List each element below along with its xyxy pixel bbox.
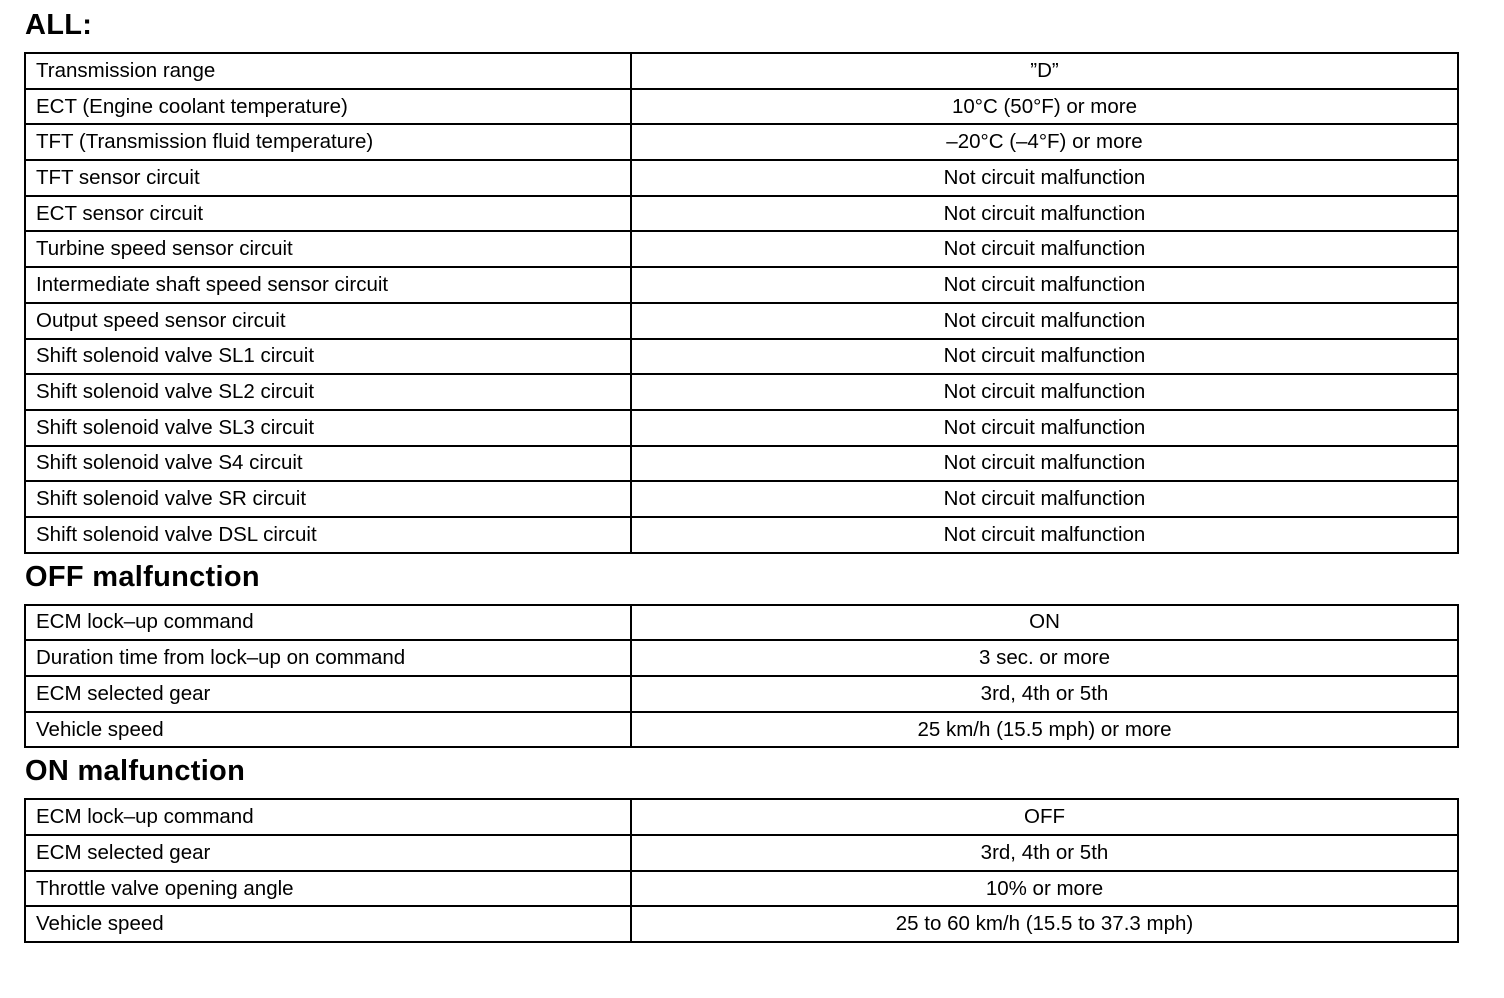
condition-item: Shift solenoid valve S4 circuit [25,446,631,482]
table-row [25,676,1458,712]
table-row [25,446,1458,482]
section-heading-on-malfunction: ON malfunction [25,755,246,788]
table-row [25,712,1458,748]
condition-value: Not circuit malfunction [631,267,1458,303]
table-row [25,124,1458,160]
condition-item: TFT sensor circuit [25,160,631,196]
table-row [25,640,1458,676]
condition-item: ECM selected gear [25,835,631,871]
condition-value: –20°C (–4°F) or more [631,124,1458,160]
table-row [25,517,1458,553]
condition-item: ECT sensor circuit [25,196,631,232]
condition-value: Not circuit malfunction [631,446,1458,482]
conditions-table-off-malfunction [24,604,1459,749]
condition-item: ECM lock–up command [25,605,631,641]
document-page [24,4,1457,943]
table-row [25,267,1458,303]
table-row [25,374,1458,410]
condition-item: Transmission range [25,53,631,89]
section-heading-off-malfunction: OFF malfunction [25,560,260,593]
table-row [25,89,1458,125]
condition-value: Not circuit malfunction [631,481,1458,517]
table-row [25,196,1458,232]
table-row [25,605,1458,641]
condition-item: Turbine speed sensor circuit [25,231,631,267]
condition-item: ECM selected gear [25,676,631,712]
condition-item: Shift solenoid valve SR circuit [25,481,631,517]
condition-value: Not circuit malfunction [631,374,1458,410]
table-row [25,303,1458,339]
table-row [25,799,1458,835]
table-row [25,231,1458,267]
condition-value: 3rd, 4th or 5th [631,676,1458,712]
condition-item: Shift solenoid valve SL3 circuit [25,410,631,446]
condition-item: Shift solenoid valve SL2 circuit [25,374,631,410]
condition-item: Throttle valve opening angle [25,871,631,907]
condition-value: Not circuit malfunction [631,410,1458,446]
condition-item: Shift solenoid valve DSL circuit [25,517,631,553]
condition-item: Vehicle speed [25,712,631,748]
conditions-table-all [24,52,1459,554]
condition-value: 25 to 60 km/h (15.5 to 37.3 mph) [631,906,1458,942]
condition-value: 10% or more [631,871,1458,907]
condition-item: Intermediate shaft speed sensor circuit [25,267,631,303]
condition-value: ”D” [631,53,1458,89]
condition-item: ECM lock–up command [25,799,631,835]
condition-value: Not circuit malfunction [631,517,1458,553]
condition-item: Duration time from lock–up on command [25,640,631,676]
condition-item: TFT (Transmission fluid temperature) [25,124,631,160]
condition-value: 25 km/h (15.5 mph) or more [631,712,1458,748]
table-row [25,871,1458,907]
condition-value: Not circuit malfunction [631,231,1458,267]
table-row [25,53,1458,89]
condition-item: Output speed sensor circuit [25,303,631,339]
condition-value: 3rd, 4th or 5th [631,835,1458,871]
condition-value: ON [631,605,1458,641]
section-heading-all: ALL: [25,9,93,41]
table-row [25,339,1458,375]
condition-value: 10°C (50°F) or more [631,89,1458,125]
condition-value: 3 sec. or more [631,640,1458,676]
condition-value: Not circuit malfunction [631,339,1458,375]
condition-item: Shift solenoid valve SL1 circuit [25,339,631,375]
table-row [25,481,1458,517]
condition-item: Vehicle speed [25,906,631,942]
table-row [25,835,1458,871]
condition-value: Not circuit malfunction [631,303,1458,339]
condition-value: OFF [631,799,1458,835]
condition-item: ECT (Engine coolant temperature) [25,89,631,125]
condition-value: Not circuit malfunction [631,196,1458,232]
table-row [25,410,1458,446]
conditions-table-on-malfunction [24,798,1459,943]
table-row [25,160,1458,196]
table-row [25,906,1458,942]
condition-value: Not circuit malfunction [631,160,1458,196]
